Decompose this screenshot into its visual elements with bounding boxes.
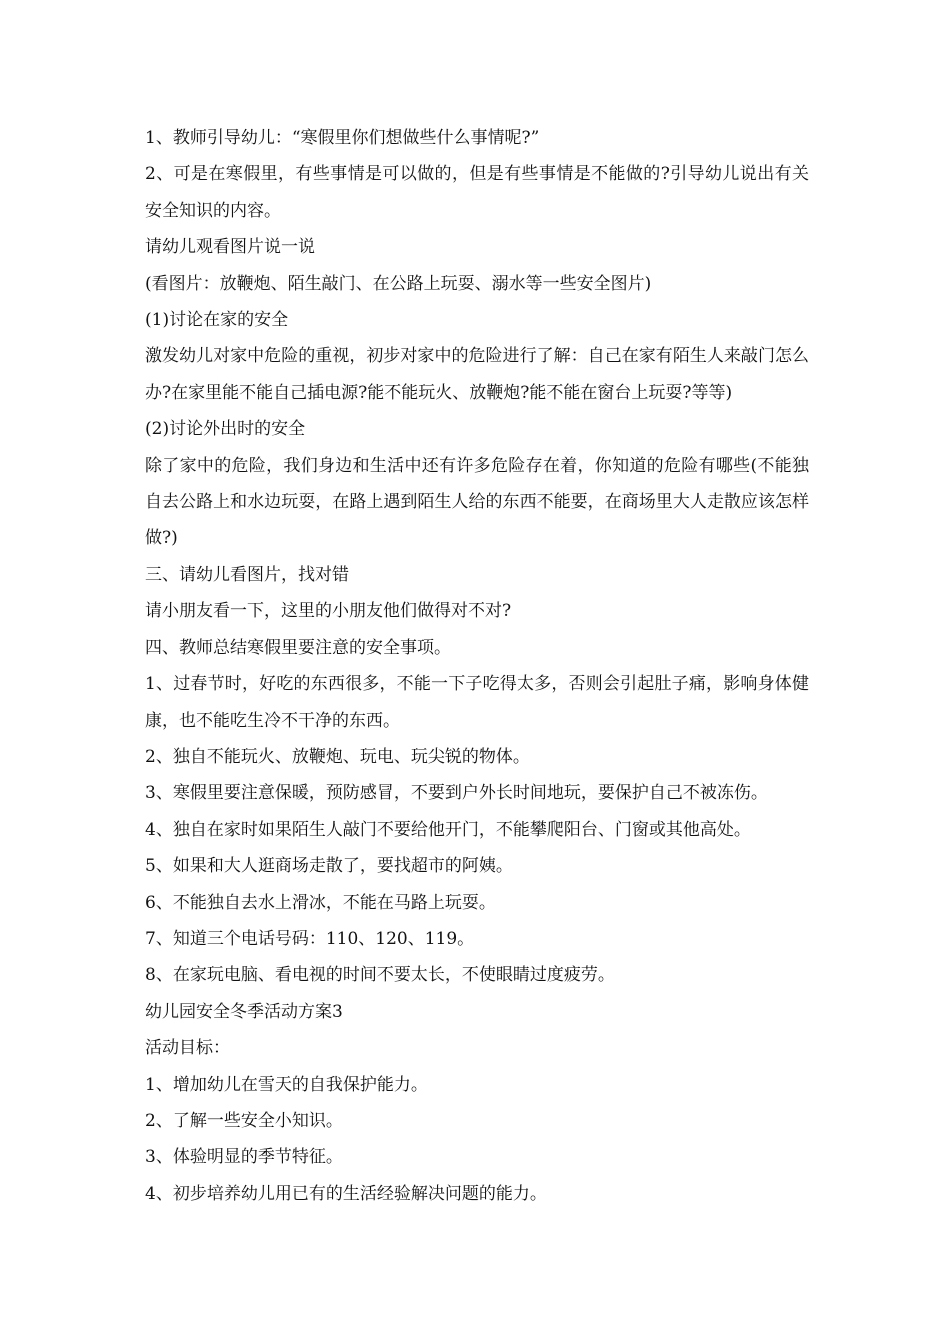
paragraph: 7、知道三个电话号码：110、120、119。 (145, 928, 475, 949)
paragraph: (2)讨论外出时的安全 (145, 419, 306, 440)
paragraph: 请幼儿观看图片说一说 (145, 237, 315, 258)
paragraph: 5、如果和大人逛商场走散了，要找超市的阿姨。 (145, 856, 513, 877)
paragraph: 四、教师总结寒假里要注意的安全事项。 (145, 637, 451, 658)
paragraph: 4、独自在家时如果陌生人敲门不要给他开门，不能攀爬阳台、门窗或其他高处。 (145, 819, 751, 840)
paragraph: 3、体验明显的季节特征。 (145, 1147, 343, 1168)
paragraph: 1、过春节时，好吃的东西很多，不能一下子吃得太多，否则会引起肚子痛，影响身体健康，也不能吃生冷不干净的东西。 (145, 674, 809, 731)
paragraph: 2、独自不能玩火、放鞭炮、玩电、玩尖锐的物体。 (145, 746, 530, 767)
paragraph: 8、在家玩电脑、看电视的时间不要太长，不使眼睛过度疲劳。 (145, 965, 615, 986)
paragraph: 三、请幼儿看图片，找对错 (145, 564, 349, 585)
document-page (145, 120, 809, 1212)
paragraph: 3、寒假里要注意保暖，预防感冒，不要到户外长时间地玩，要保护自己不被冻伤。 (145, 783, 768, 804)
paragraph: 1、教师引导幼儿：“寒假里你们想做些什么事情呢?” (145, 128, 540, 148)
paragraph: 请小朋友看一下，这里的小朋友他们做得对不对? (145, 601, 512, 622)
paragraph: 2、了解一些安全小知识。 (145, 1110, 343, 1131)
section-heading: 幼儿园安全冬季活动方案3 (145, 1001, 343, 1022)
paragraph: 除了家中的危险，我们身边和生活中还有许多危险存在着，你知道的危险有哪些(不能独自去公路上和水边玩耍，在路上遇到陌生人给的东西不能要，在商场里大人走散应该怎样做?) (145, 455, 809, 549)
paragraph: 激发幼儿对家中危险的重视，初步对家中的危险进行了解：自己在家有陌生人来敲门怎么办?在家里能不能自己插电源?能不能玩火、放鞭炮?能不能在窗台上玩耍?等等) (145, 346, 809, 403)
paragraph: 6、不能独自去水上滑冰，不能在马路上玩耍。 (145, 892, 496, 913)
paragraph: 1、增加幼儿在雪天的自我保护能力。 (145, 1074, 428, 1095)
paragraph: (1)讨论在家的安全 (145, 310, 289, 331)
paragraph: (看图片：放鞭炮、陌生敲门、在公路上玩耍、溺水等一些安全图片) (145, 273, 652, 294)
paragraph: 活动目标： (145, 1038, 230, 1059)
paragraph: 4、初步培养幼儿用已有的生活经验解决问题的能力。 (145, 1183, 547, 1204)
paragraph: 2、可是在寒假里，有些事情是可以做的，但是有些事情是不能做的?引导幼儿说出有关安全知识的内容。 (145, 164, 809, 221)
